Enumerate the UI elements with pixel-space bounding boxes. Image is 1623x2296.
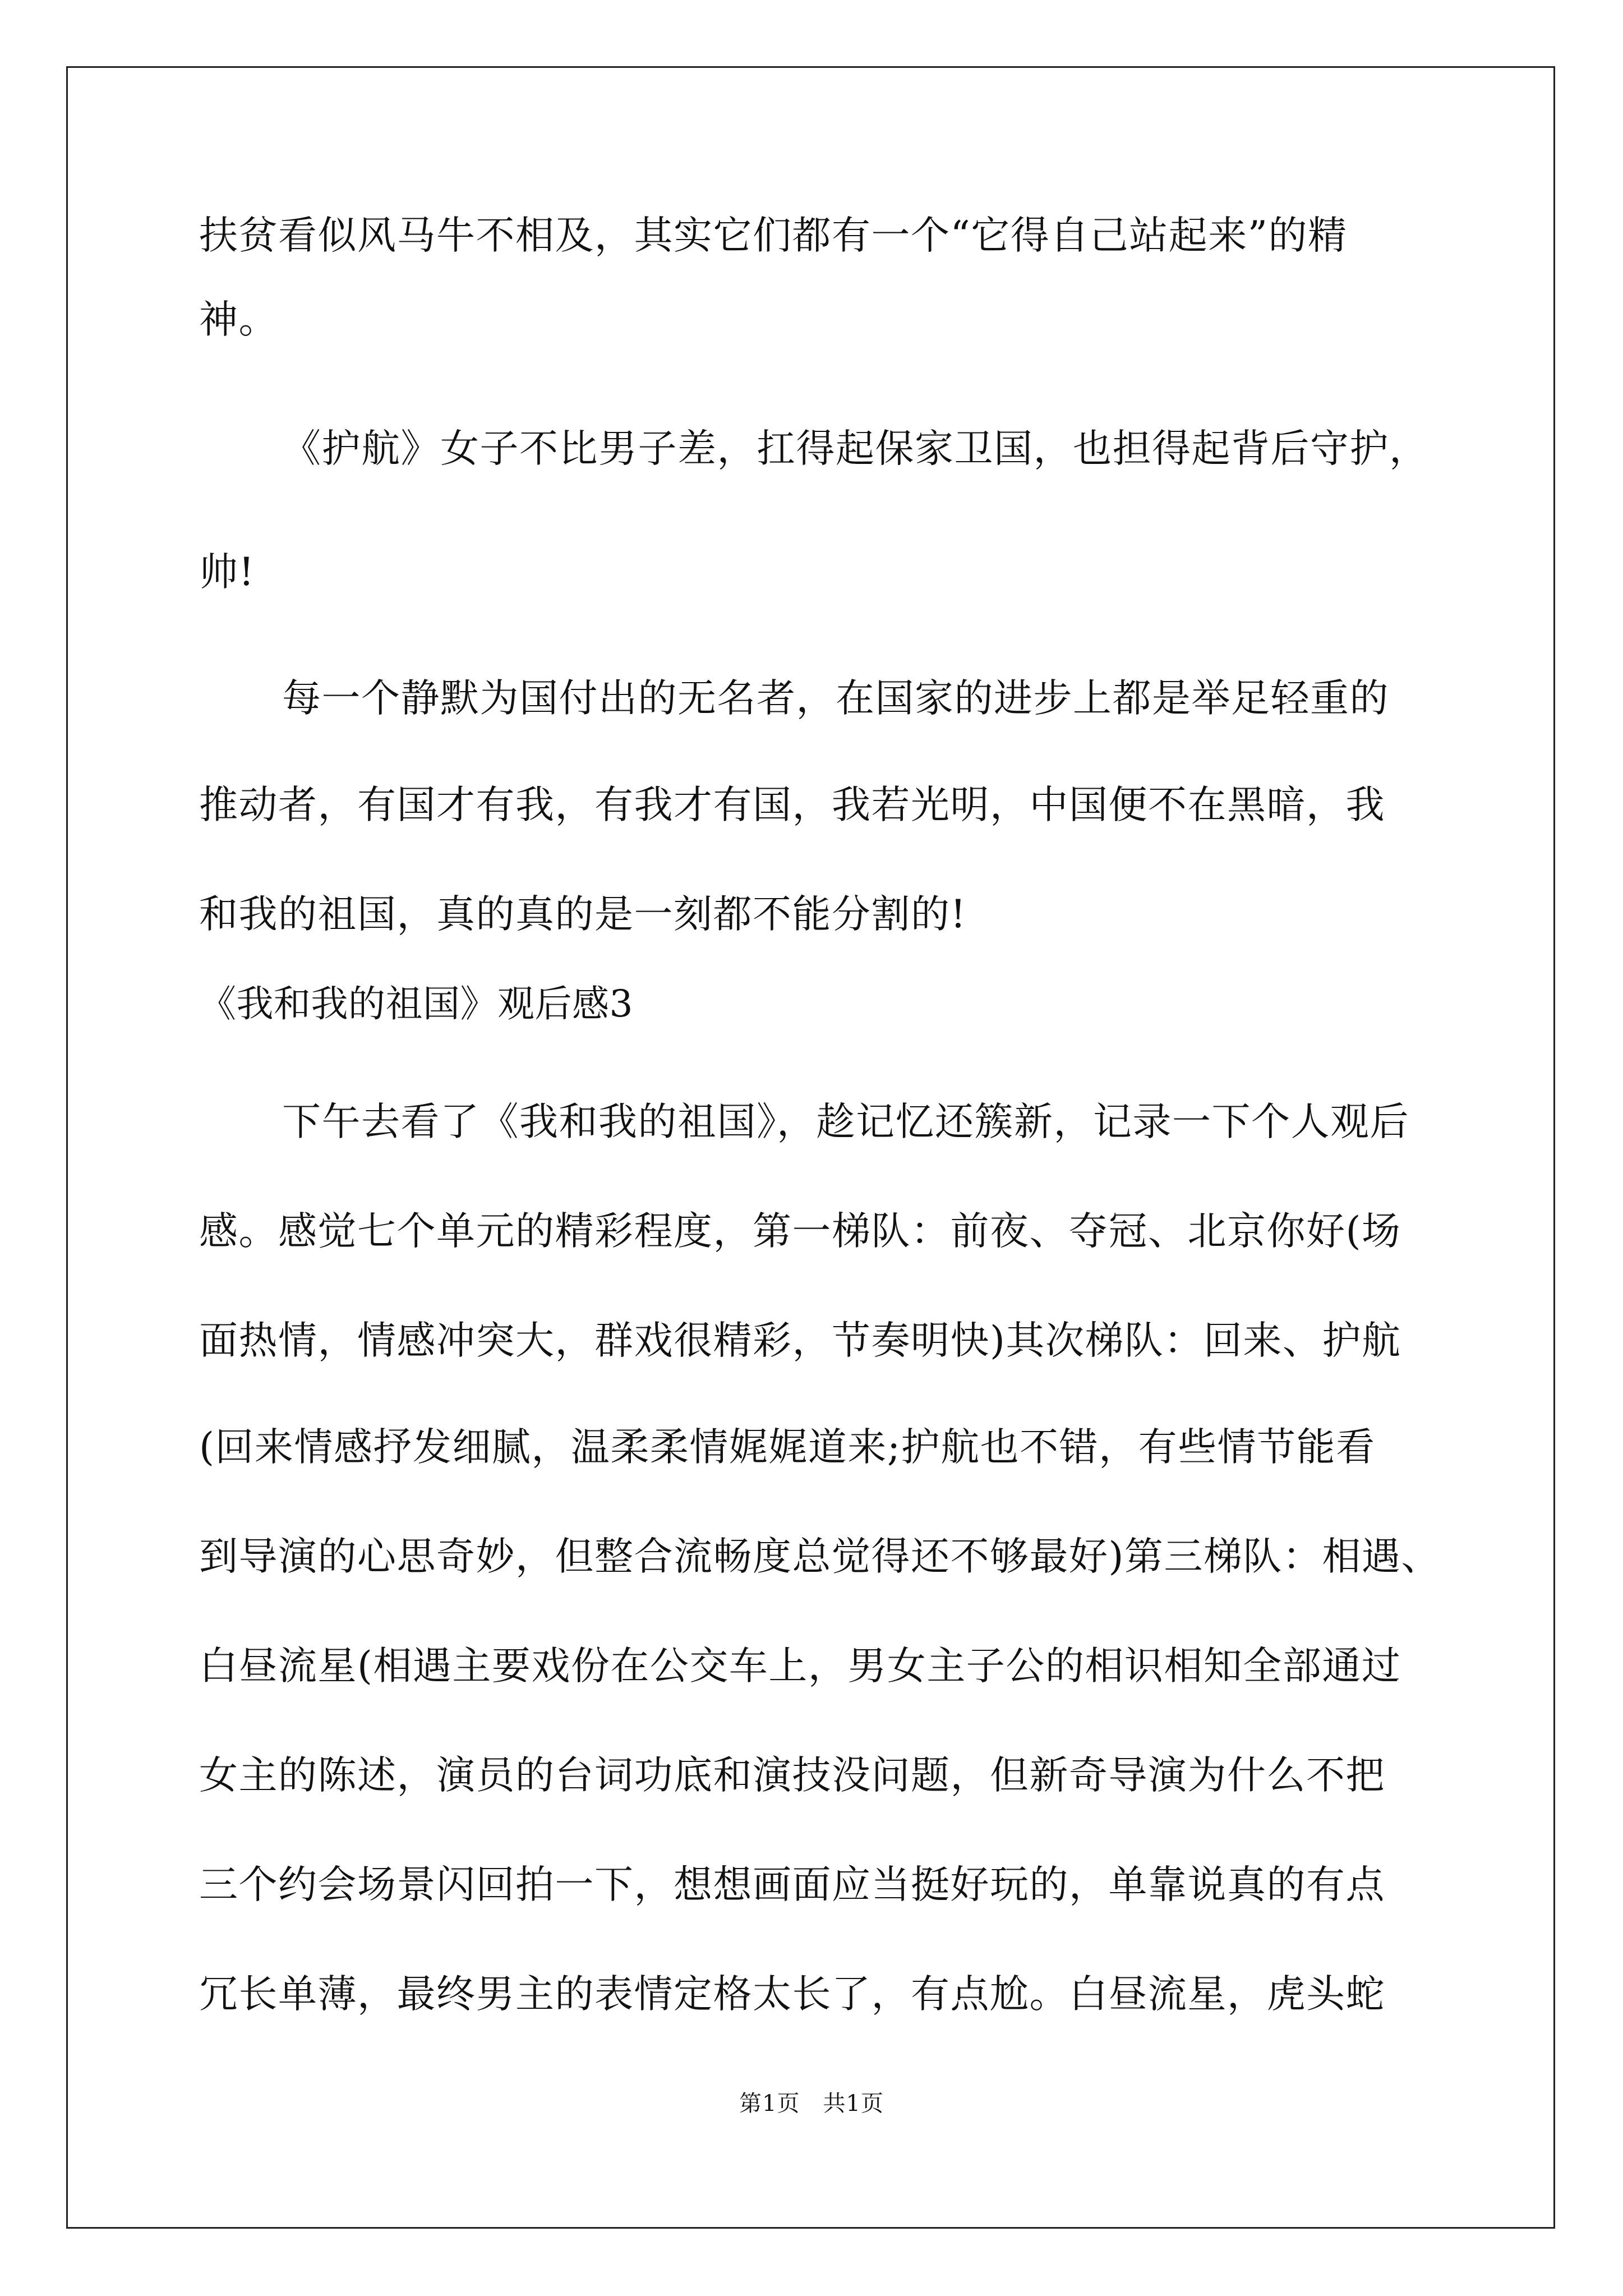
paragraph-line: 推动者，有国才有我，有我才有国，我若光明，中国便不在黑暗，我: [199, 783, 1385, 827]
paragraph-line: 感。感觉七个单元的精彩程度，第一梯队：前夜、夺冠、北京你好(场: [199, 1209, 1401, 1254]
paragraph-line: 《护航》女子不比男子差，扛得起保家卫国，也担得起背后守护，: [282, 426, 1429, 471]
paragraph-line: 和我的祖国，真的真的是一刻都不能分割的!: [199, 892, 967, 937]
paragraph-line: 帅!: [199, 550, 255, 595]
paragraph-line: 下午去看了《我和我的祖国》，趁记忆还簇新，记录一下个人观后: [282, 1099, 1409, 1144]
paragraph-line: 三个约会场景闪回拍一下，想想画面应当挺好玩的，单靠说真的有点: [199, 1862, 1385, 1907]
paragraph-line: 白昼流星(相遇主要戏份在公交车上，男女主子公的相识相知全部通过: [199, 1644, 1401, 1688]
paragraph-line: (回来情感抒发细腻，温柔柔情娓娓道来;护航也不错，有些情节能看: [199, 1425, 1376, 1470]
paragraph-line: 面热情，情感冲突大，群戏很精彩，节奏明快)其次梯队：回来、护航: [199, 1318, 1401, 1363]
section-title: 《我和我的祖国》观后感3: [199, 982, 633, 1025]
paragraph-line: 扶贫看似风马牛不相及，其实它们都有一个“它得自己站起来”的精: [199, 213, 1348, 258]
paragraph-line: 到导演的心思奇妙，但整合流畅度总觉得还不够最好)第三梯队：相遇、: [199, 1534, 1441, 1579]
paragraph-line: 冗长单薄，最终男主的表情定格太长了，有点尬。白昼流星，虎头蛇: [199, 1972, 1385, 2017]
paragraph-line: 每一个静默为国付出的无名者，在国家的进步上都是举足轻重的: [282, 676, 1389, 721]
paragraph-line: 女主的陈述，演员的台词功底和演技没问题，但新奇导演为什么不把: [199, 1753, 1385, 1798]
page-number-footer: 第1页 共1页: [739, 2091, 884, 2116]
paragraph-line: 神。: [199, 297, 278, 342]
